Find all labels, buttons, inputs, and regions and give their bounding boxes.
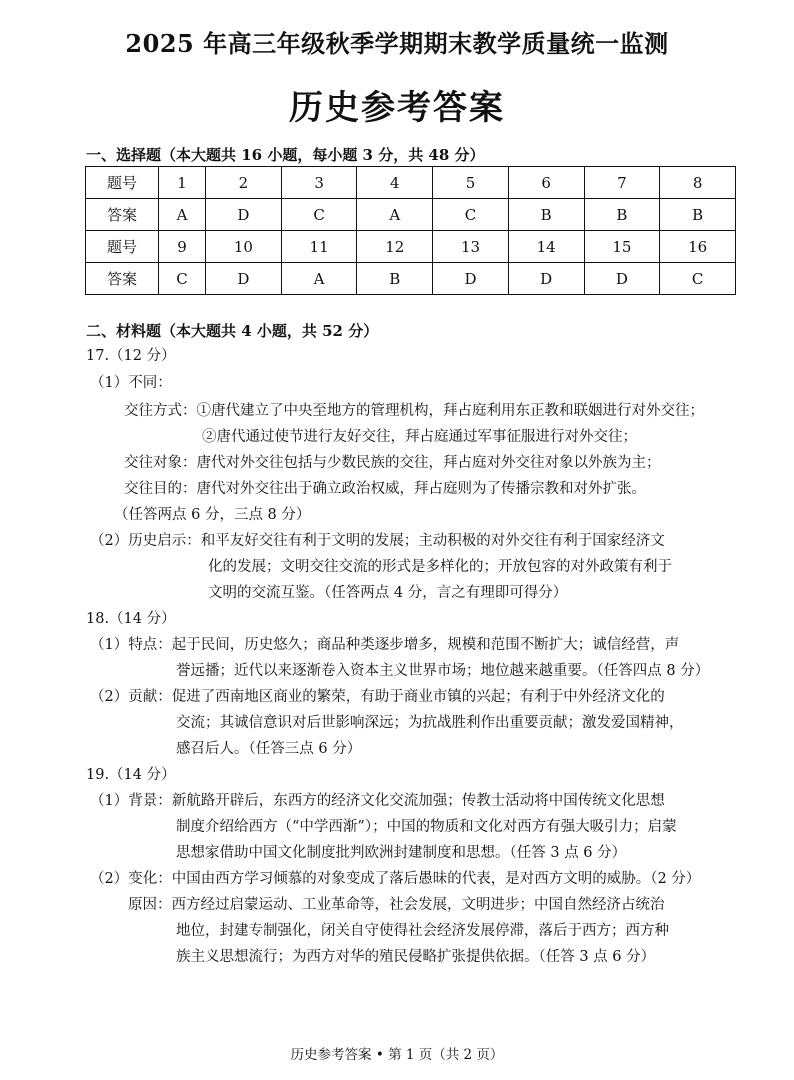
table-row bbox=[86, 199, 736, 231]
q19-number: 19.（14 分） bbox=[86, 767, 176, 783]
table-cell: B bbox=[660, 199, 736, 231]
q17-part2-line: 化的发展；文明交往交流的形式是多样化的；开放包容的对外政策有利于 bbox=[208, 559, 672, 575]
table-cell: 2 bbox=[206, 167, 282, 199]
table-row bbox=[86, 231, 736, 263]
multiple-choice-answer-table bbox=[85, 166, 736, 295]
table-row bbox=[86, 263, 736, 295]
q19-part1-line: 制度介绍给西方（“中学西渐”）；中国的物质和文化对西方有强大吸引力；启蒙 bbox=[176, 819, 677, 835]
q17-part1-title: （1）不同： bbox=[90, 375, 172, 391]
q17-part2-line: 文明的交流互鉴。（任答两点 4 分，言之有理即可得分） bbox=[208, 585, 568, 601]
table-cell: 7 bbox=[584, 167, 660, 199]
table-cell: 16 bbox=[660, 231, 736, 263]
table-cell: B bbox=[357, 263, 433, 295]
table-row bbox=[86, 167, 736, 199]
q18-part1-line: （1）特点：起于民间，历史悠久；商品种类逐步增多，规模和范围不断扩大；诚信经营，声 bbox=[90, 637, 680, 653]
section2-heading: 二、材料题（本大题共 4 小题，共 52 分） bbox=[86, 322, 379, 340]
q18-part2-line: 交流；其诚信意识对后世影响深远；为抗战胜利作出重要贡献；激发爱国精神， bbox=[176, 715, 684, 731]
q17-part1-line: 交往对象：唐代对外交往包括与少数民族的交往，拜占庭对外交往对象以外族为主； bbox=[124, 455, 661, 471]
exam-title: 2025 年高三年级秋季学期期末教学质量统一监测 bbox=[125, 29, 669, 58]
table-cell: 3 bbox=[281, 167, 357, 199]
q18-part1-line: 誉远播；近代以来逐渐卷入资本主义世界市场；地位越来越重要。（任答四点 8 分） bbox=[176, 663, 710, 679]
row-label: 答案 bbox=[86, 199, 159, 231]
table-cell: C bbox=[159, 263, 206, 295]
table-cell: 6 bbox=[508, 167, 584, 199]
table-cell: 11 bbox=[281, 231, 357, 263]
table-cell: 14 bbox=[508, 231, 584, 263]
q19-part2-line: 地位，封建专制强化，闭关自守使得社会经济发展停滞，落后于西方；西方种 bbox=[176, 923, 669, 939]
table-cell: C bbox=[281, 199, 357, 231]
table-cell: D bbox=[508, 263, 584, 295]
table-cell: 9 bbox=[159, 231, 206, 263]
q17-number: 17.（12 分） bbox=[86, 348, 176, 364]
table-cell: 1 bbox=[159, 167, 206, 199]
q19-part1-line: 思想家借助中国文化制度批判欧洲封建制度和思想。（任答 3 点 6 分） bbox=[176, 845, 627, 861]
row-label: 题号 bbox=[86, 231, 159, 263]
table-cell: A bbox=[159, 199, 206, 231]
table-cell: D bbox=[584, 263, 660, 295]
table-cell: 13 bbox=[433, 231, 509, 263]
q17-part1-line: ②唐代通过使节进行友好交往，拜占庭通过军事征服进行对外交往； bbox=[202, 429, 637, 445]
table-cell: A bbox=[281, 263, 357, 295]
q17-part1-line: 交往方式：①唐代建立了中央至地方的管理机构，拜占庭利用东正教和联姻进行对外交往； bbox=[124, 403, 704, 419]
table-cell: B bbox=[584, 199, 660, 231]
q19-part1-line: （1）背景：新航路开辟后，东西方的经济文化交流加强；传教士活动将中国传统文化思想 bbox=[90, 793, 665, 809]
row-label: 答案 bbox=[86, 263, 159, 295]
table-cell: D bbox=[433, 263, 509, 295]
q19-part2-line: （2）变化：中国由西方学习倾慕的对象变成了落后愚昧的代表，是对西方文明的威胁。（2 分） bbox=[90, 871, 701, 887]
table-cell: 15 bbox=[584, 231, 660, 263]
document-subtitle: 历史参考答案 bbox=[289, 88, 505, 128]
table-cell: 12 bbox=[357, 231, 433, 263]
q18-part2-line: （2）贡献：促进了西南地区商业的繁荣，有助于商业市镇的兴起；有利于中外经济文化的 bbox=[90, 689, 665, 705]
q18-number: 18.（14 分） bbox=[86, 611, 176, 627]
q18-part2-line: 感召后人。（任答三点 6 分） bbox=[176, 741, 362, 757]
table-cell: 5 bbox=[433, 167, 509, 199]
q19-part2-line: 族主义思想流行；为西方对华的殖民侵略扩张提供依据。（任答 3 点 6 分） bbox=[176, 949, 656, 965]
q17-part1-line: 交往目的：唐代对外交往出于确立政治权威，拜占庭则为了传播宗教和对外扩张。 bbox=[124, 481, 646, 497]
table-cell: A bbox=[357, 199, 433, 231]
q17-part2-line: （2）历史启示：和平友好交往有利于文明的发展；主动积极的对外交往有利于国家经济文 bbox=[90, 533, 665, 549]
table-cell: C bbox=[433, 199, 509, 231]
table-cell: B bbox=[508, 199, 584, 231]
row-label: 题号 bbox=[86, 167, 159, 199]
table-cell: D bbox=[206, 263, 282, 295]
table-cell: 4 bbox=[357, 167, 433, 199]
table-cell: 8 bbox=[660, 167, 736, 199]
page-footer: 历史参考答案 • 第 1 页（共 2 页） bbox=[290, 1047, 504, 1063]
section1-heading: 一、选择题（本大题共 16 小题，每小题 3 分，共 48 分） bbox=[86, 146, 485, 164]
table-cell: C bbox=[660, 263, 736, 295]
q19-part2-line: 原因：西方经过启蒙运动、工业革命等，社会发展，文明进步；中国自然经济占统治 bbox=[128, 897, 665, 913]
q17-part1-score: （任答两点 6 分，三点 8 分） bbox=[114, 507, 311, 523]
table-cell: 10 bbox=[206, 231, 282, 263]
table-cell: D bbox=[206, 199, 282, 231]
